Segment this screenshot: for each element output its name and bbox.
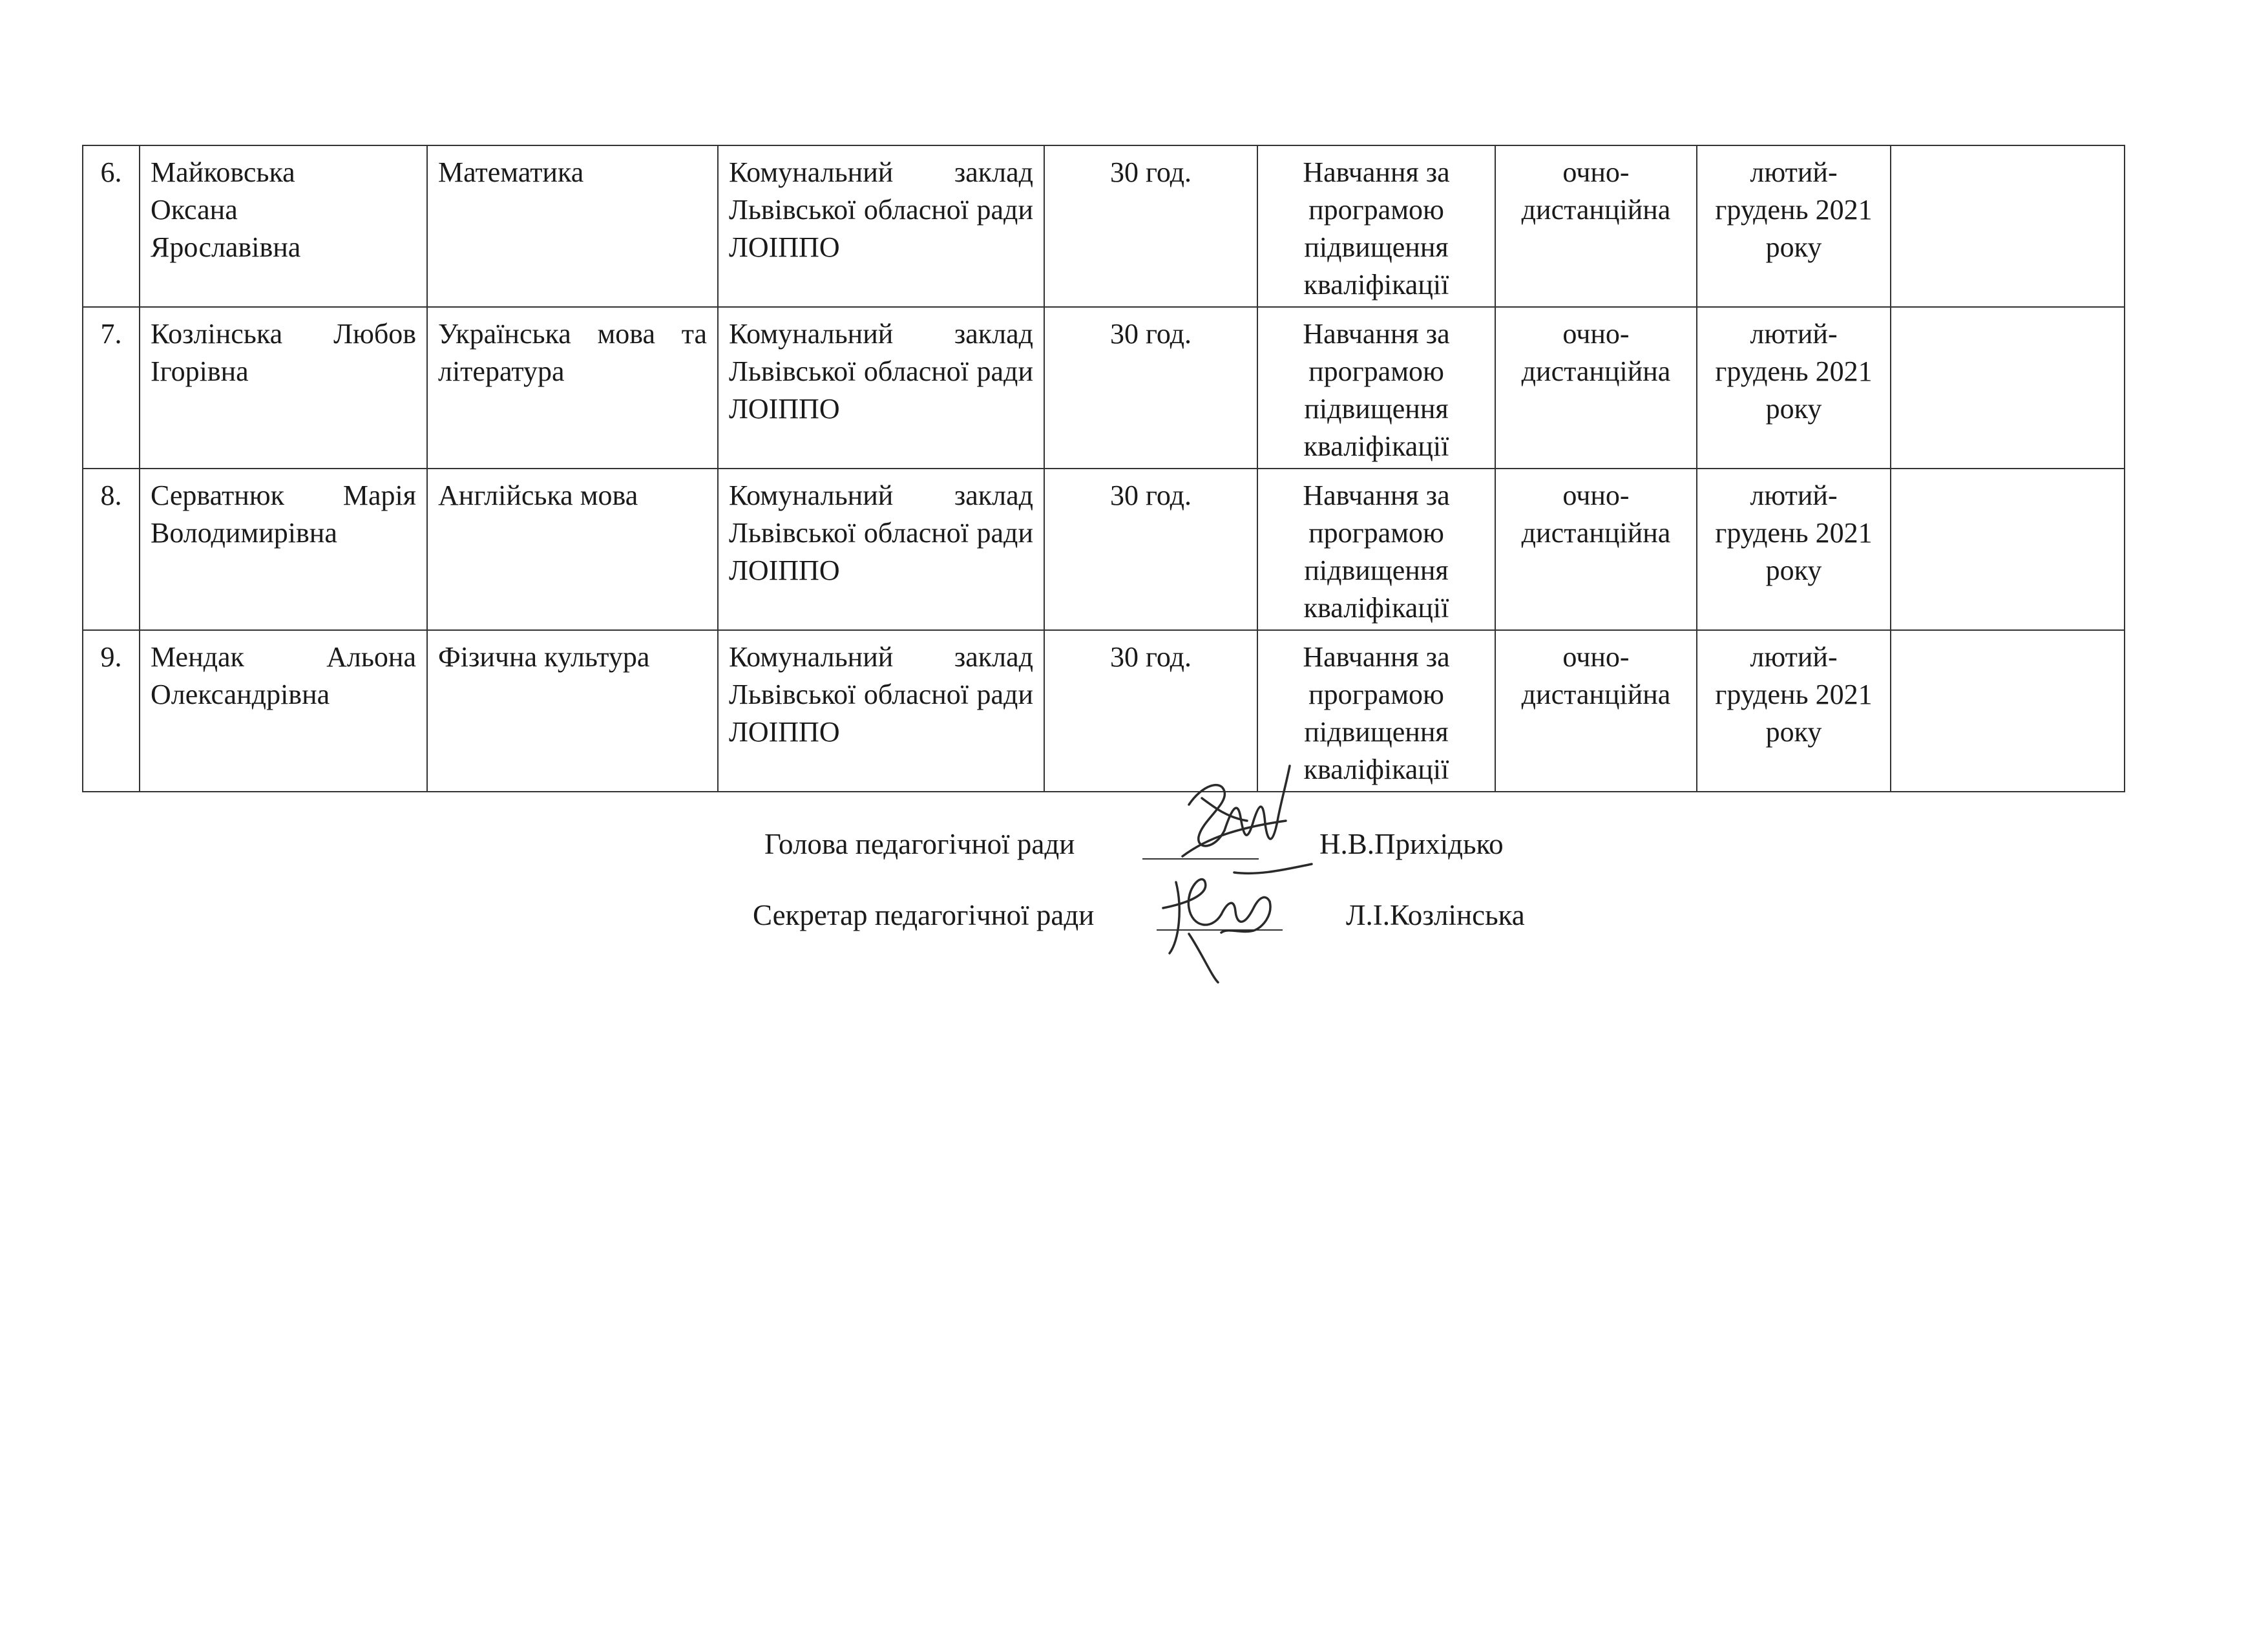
- subject: Математика: [427, 145, 718, 307]
- chair-name: Н.В.Прихідько: [1319, 828, 1504, 860]
- training-type: Навчання за програмою підвищення кваліфікації: [1257, 307, 1495, 469]
- teacher-name: Козлінська Любов Ігорівна: [140, 307, 427, 469]
- training-period: лютий-грудень 2021 року: [1697, 145, 1891, 307]
- institution: Комунальний заклад Львівської обласної ради ЛОІППО: [718, 145, 1044, 307]
- subject: Українська мова та література: [427, 307, 718, 469]
- hours: 30 год.: [1044, 145, 1257, 307]
- secretary-signature-icon: [1150, 856, 1318, 986]
- note-cell: [1891, 307, 2125, 469]
- note-cell: [1891, 469, 2125, 630]
- institution: Комунальний заклад Львівської обласної ради ЛОІППО: [718, 630, 1044, 792]
- teacher-name: Серватнюк Марія Володимирівна: [140, 469, 427, 630]
- subject: Англійська мова: [427, 469, 718, 630]
- table-row: [83, 145, 2125, 307]
- note-cell: [1891, 145, 2125, 307]
- training-type: Навчання за програмою підвищення кваліфікації: [1257, 469, 1495, 630]
- training-form: очно-дистанційна: [1495, 630, 1697, 792]
- training-period: лютий-грудень 2021 року: [1697, 469, 1891, 630]
- row-number: 6.: [83, 145, 140, 307]
- teacher-name: Майковська Оксана Ярославівна: [140, 145, 427, 307]
- institution: Комунальний заклад Львівської обласної ради ЛОІППО: [718, 307, 1044, 469]
- secretary-name: Л.І.Козлінська: [1346, 899, 1525, 931]
- table-row: [83, 630, 2125, 792]
- teacher-name: Мендак Альона Олександрівна: [140, 630, 427, 792]
- training-form: очно-дистанційна: [1495, 145, 1697, 307]
- row-number: 8.: [83, 469, 140, 630]
- training-period: лютий-грудень 2021 року: [1697, 307, 1891, 469]
- table-body: [83, 145, 2125, 792]
- hours: 30 год.: [1044, 630, 1257, 792]
- training-plan-table: [82, 145, 2125, 792]
- hours: 30 год.: [1044, 469, 1257, 630]
- training-form: очно-дистанційна: [1495, 469, 1697, 630]
- row-number: 9.: [83, 630, 140, 792]
- table-row: [83, 469, 2125, 630]
- institution: Комунальний заклад Львівської обласної ради ЛОІППО: [718, 469, 1044, 630]
- chair-title: Голова педагогічної ради: [764, 828, 1075, 860]
- hours: 30 год.: [1044, 307, 1257, 469]
- row-number: 7.: [83, 307, 140, 469]
- training-period: лютий-грудень 2021 року: [1697, 630, 1891, 792]
- secretary-title: Секретар педагогічної ради: [753, 899, 1095, 931]
- training-type: Навчання за програмою підвищення кваліфікації: [1257, 630, 1495, 792]
- training-type: Навчання за програмою підвищення кваліфікації: [1257, 145, 1495, 307]
- subject: Фізична культура: [427, 630, 718, 792]
- table-row: [83, 307, 2125, 469]
- training-form: очно-дистанційна: [1495, 307, 1697, 469]
- note-cell: [1891, 630, 2125, 792]
